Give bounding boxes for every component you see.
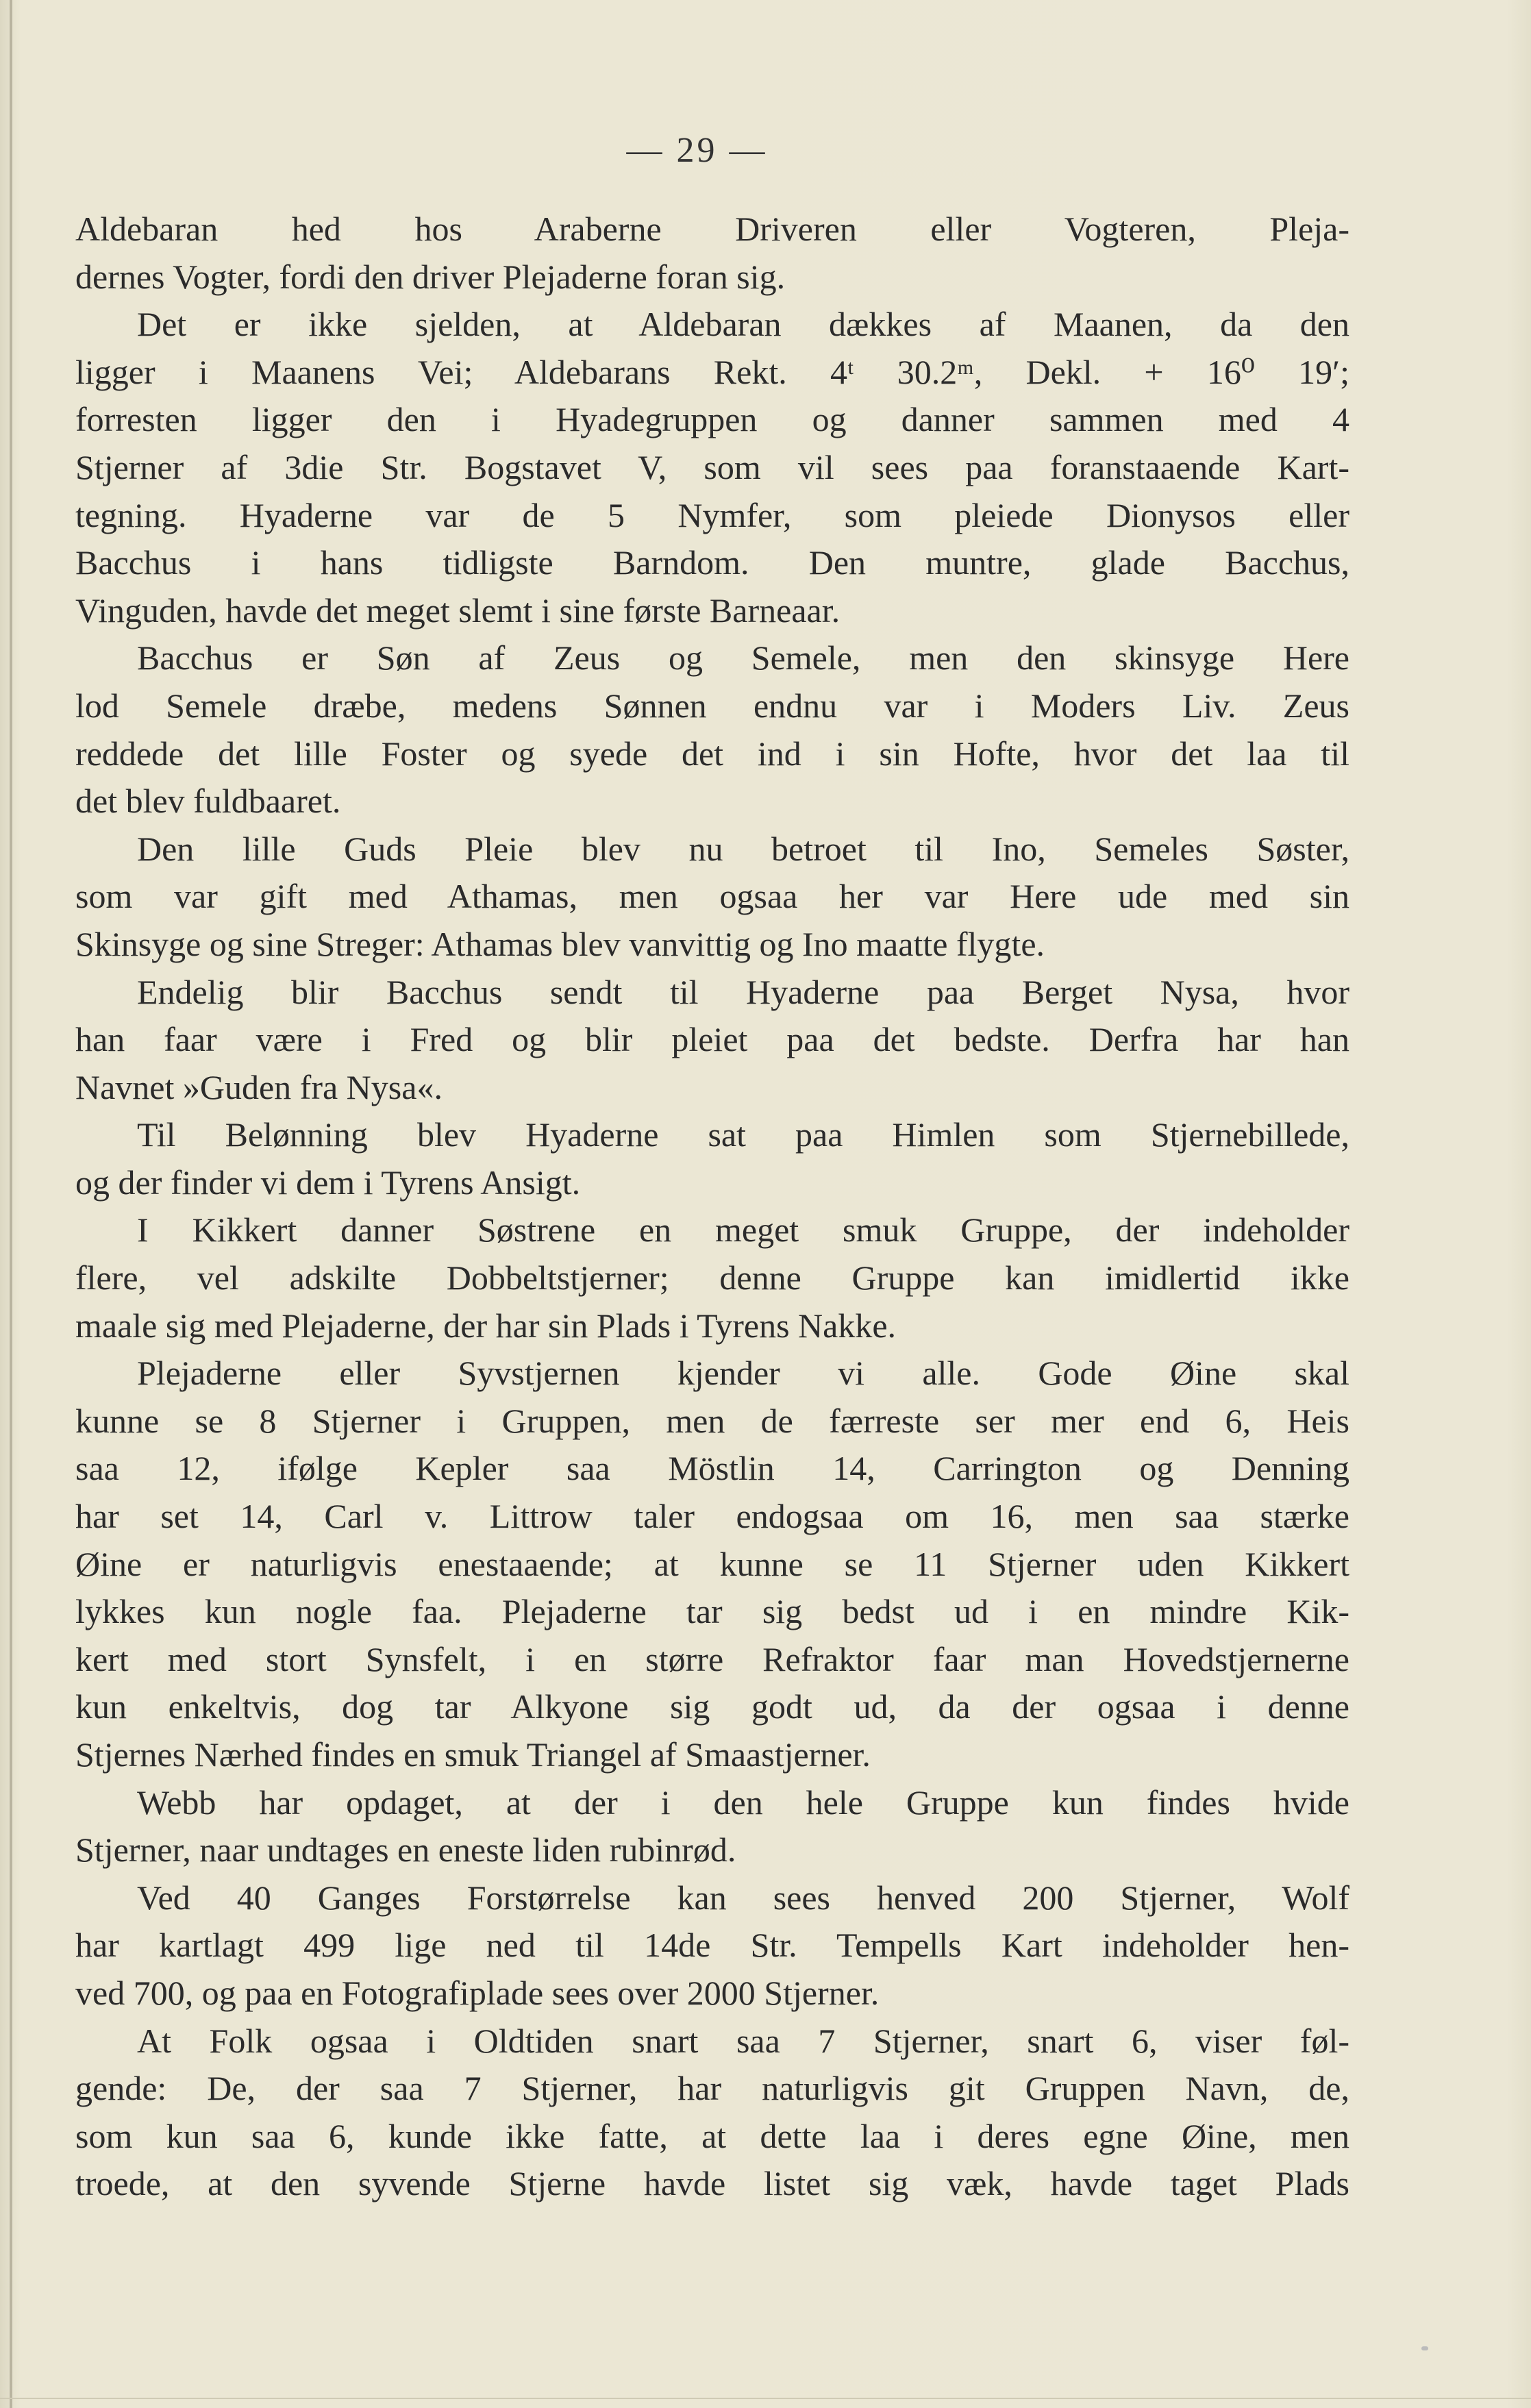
text-line: Den lille Guds Pleie blev nu betroet til Ino, Semeles Søster, bbox=[137, 829, 1349, 868]
text-line: Skinsyge og sine Streger: Athamas blev vanvittig og Ino maatte flygte. bbox=[75, 924, 1045, 963]
page-number: — 29 — bbox=[626, 131, 768, 170]
text-line: kunne se 8 Stjerner i Gruppen, men de færreste ser mer end 6, Heis bbox=[75, 1401, 1349, 1440]
text-line: Vinguden, havde det meget slemt i sine første Barneaar. bbox=[75, 591, 841, 630]
text-line: saa 12, ifølge Kepler saa Möstlin 14, Carrington og Denning bbox=[75, 1449, 1349, 1488]
text-line: lod Semele dræbe, medens Sønnen endnu var i Moders Liv. Zeus bbox=[75, 686, 1349, 725]
text-line: som var gift med Athamas, men ogsaa her var Here ude med sin bbox=[75, 877, 1349, 916]
text-line: Det er ikke sjelden, at Aldebaran dækkes af Maanen, da den bbox=[137, 305, 1349, 344]
text-line: Stjerner, naar undtages en eneste liden rubinrød. bbox=[75, 1830, 736, 1870]
text-line: I Kikkert danner Søstrene en meget smuk Gruppe, der indeholder bbox=[137, 1211, 1349, 1250]
text-line: Ved 40 Ganges Forstørrelse kan sees henved 200 Stjerner, Wolf bbox=[137, 1878, 1349, 1917]
text-line: dernes Vogter, fordi den driver Plejaderne foran sig. bbox=[75, 257, 786, 296]
text-line: Webb har opdaget, at der i den hele Gruppe kun findes hvide bbox=[137, 1783, 1349, 1822]
text-line: ligger i Maanens Vei; Aldebarans Rekt. 4ᵗ 30.2ᵐ, Dekl. + 16⁰ 19′; bbox=[75, 352, 1349, 391]
text-line: maale sig med Plejaderne, der har sin Plads i Tyrens Nakke. bbox=[75, 1306, 897, 1345]
body-text bbox=[75, 206, 1349, 2208]
text-line: har kartlagt 499 lige ned til 14de Str. Tempells Kart indeholder hen- bbox=[75, 1926, 1349, 1965]
text-line: reddede det lille Foster og syede det ind i sin Hofte, hvor det laa til bbox=[75, 734, 1349, 773]
page-bottom-edge bbox=[0, 2398, 1531, 2399]
text-line: lykkes kun nogle faa. Plejaderne tar sig bedst ud i en mindre Kik- bbox=[75, 1592, 1349, 1631]
text-line: det blev fuldbaaret. bbox=[75, 782, 341, 821]
text-line: kert med stort Synsfelt, i en større Refraktor faar man Hovedstjernerne bbox=[75, 1639, 1349, 1678]
text-line: tegning. Hyaderne var de 5 Nymfer, som pleiede Dionysos eller bbox=[75, 495, 1349, 534]
text-line: han faar være i Fred og blir pleiet paa det bedste. Derfra har han bbox=[75, 1020, 1349, 1059]
text-line: som kun saa 6, kunde ikke fatte, at dette laa i deres egne Øine, men bbox=[75, 2116, 1349, 2155]
text-line: Plejaderne eller Syvstjernen kjender vi alle. Gode Øine skal bbox=[137, 1354, 1349, 1393]
text-line: kun enkeltvis, dog tar Alkyone sig godt ud, da der ogsaa i denne bbox=[75, 1687, 1349, 1726]
text-line: At Folk ogsaa i Oldtiden snart saa 7 Stjerner, snart 6, viser føl- bbox=[137, 2021, 1349, 2060]
text-line: Øine er naturligvis enestaaende; at kunne se 11 Stjerner uden Kikkert bbox=[75, 1544, 1349, 1583]
text-line: Til Belønning blev Hyaderne sat paa Himlen som Stjernebillede, bbox=[137, 1115, 1349, 1154]
text-line: ved 700, og paa en Fotografiplade sees over 2000 Stjerner. bbox=[75, 1973, 880, 2012]
text-line: gende: De, der saa 7 Stjerner, har naturligvis git Gruppen Navn, de, bbox=[75, 2069, 1349, 2108]
text-line: har set 14, Carl v. Littrow taler endogsaa om 16, men saa stærke bbox=[75, 1497, 1349, 1536]
text-line: forresten ligger den i Hyadegruppen og danner sammen med 4 bbox=[75, 400, 1349, 439]
text-line: Endelig blir Bacchus sendt til Hyaderne paa Berget Nysa, hvor bbox=[137, 972, 1349, 1011]
text-line: og der finder vi dem i Tyrens Ansigt. bbox=[75, 1163, 581, 1202]
text-line: troede, at den syvende Stjerne havde listet sig væk, havde taget Plads bbox=[75, 2164, 1349, 2203]
page-binding-edge bbox=[10, 0, 12, 2408]
text-line: flere, vel adskilte Dobbeltstjerner; denne Gruppe kan imidlertid ikke bbox=[75, 1258, 1349, 1298]
text-line: Bacchus i hans tidligste Barndom. Den muntre, glade Bacchus, bbox=[75, 543, 1349, 582]
text-line: Stjernes Nærhed findes en smuk Triangel af Smaastjerner. bbox=[75, 1735, 871, 1774]
text-line: Aldebaran hed hos Araberne Driveren eller Vogteren, Pleja- bbox=[75, 210, 1349, 248]
text-line: Navnet »Guden fra Nysa«. bbox=[75, 1067, 443, 1106]
page-speck bbox=[1421, 2346, 1428, 2350]
text-line: Bacchus er Søn af Zeus og Semele, men den skinsyge Here bbox=[137, 638, 1349, 678]
text-line: Stjerner af 3die Str. Bogstavet V, som vil sees paa foranstaaende Kart- bbox=[75, 447, 1349, 486]
